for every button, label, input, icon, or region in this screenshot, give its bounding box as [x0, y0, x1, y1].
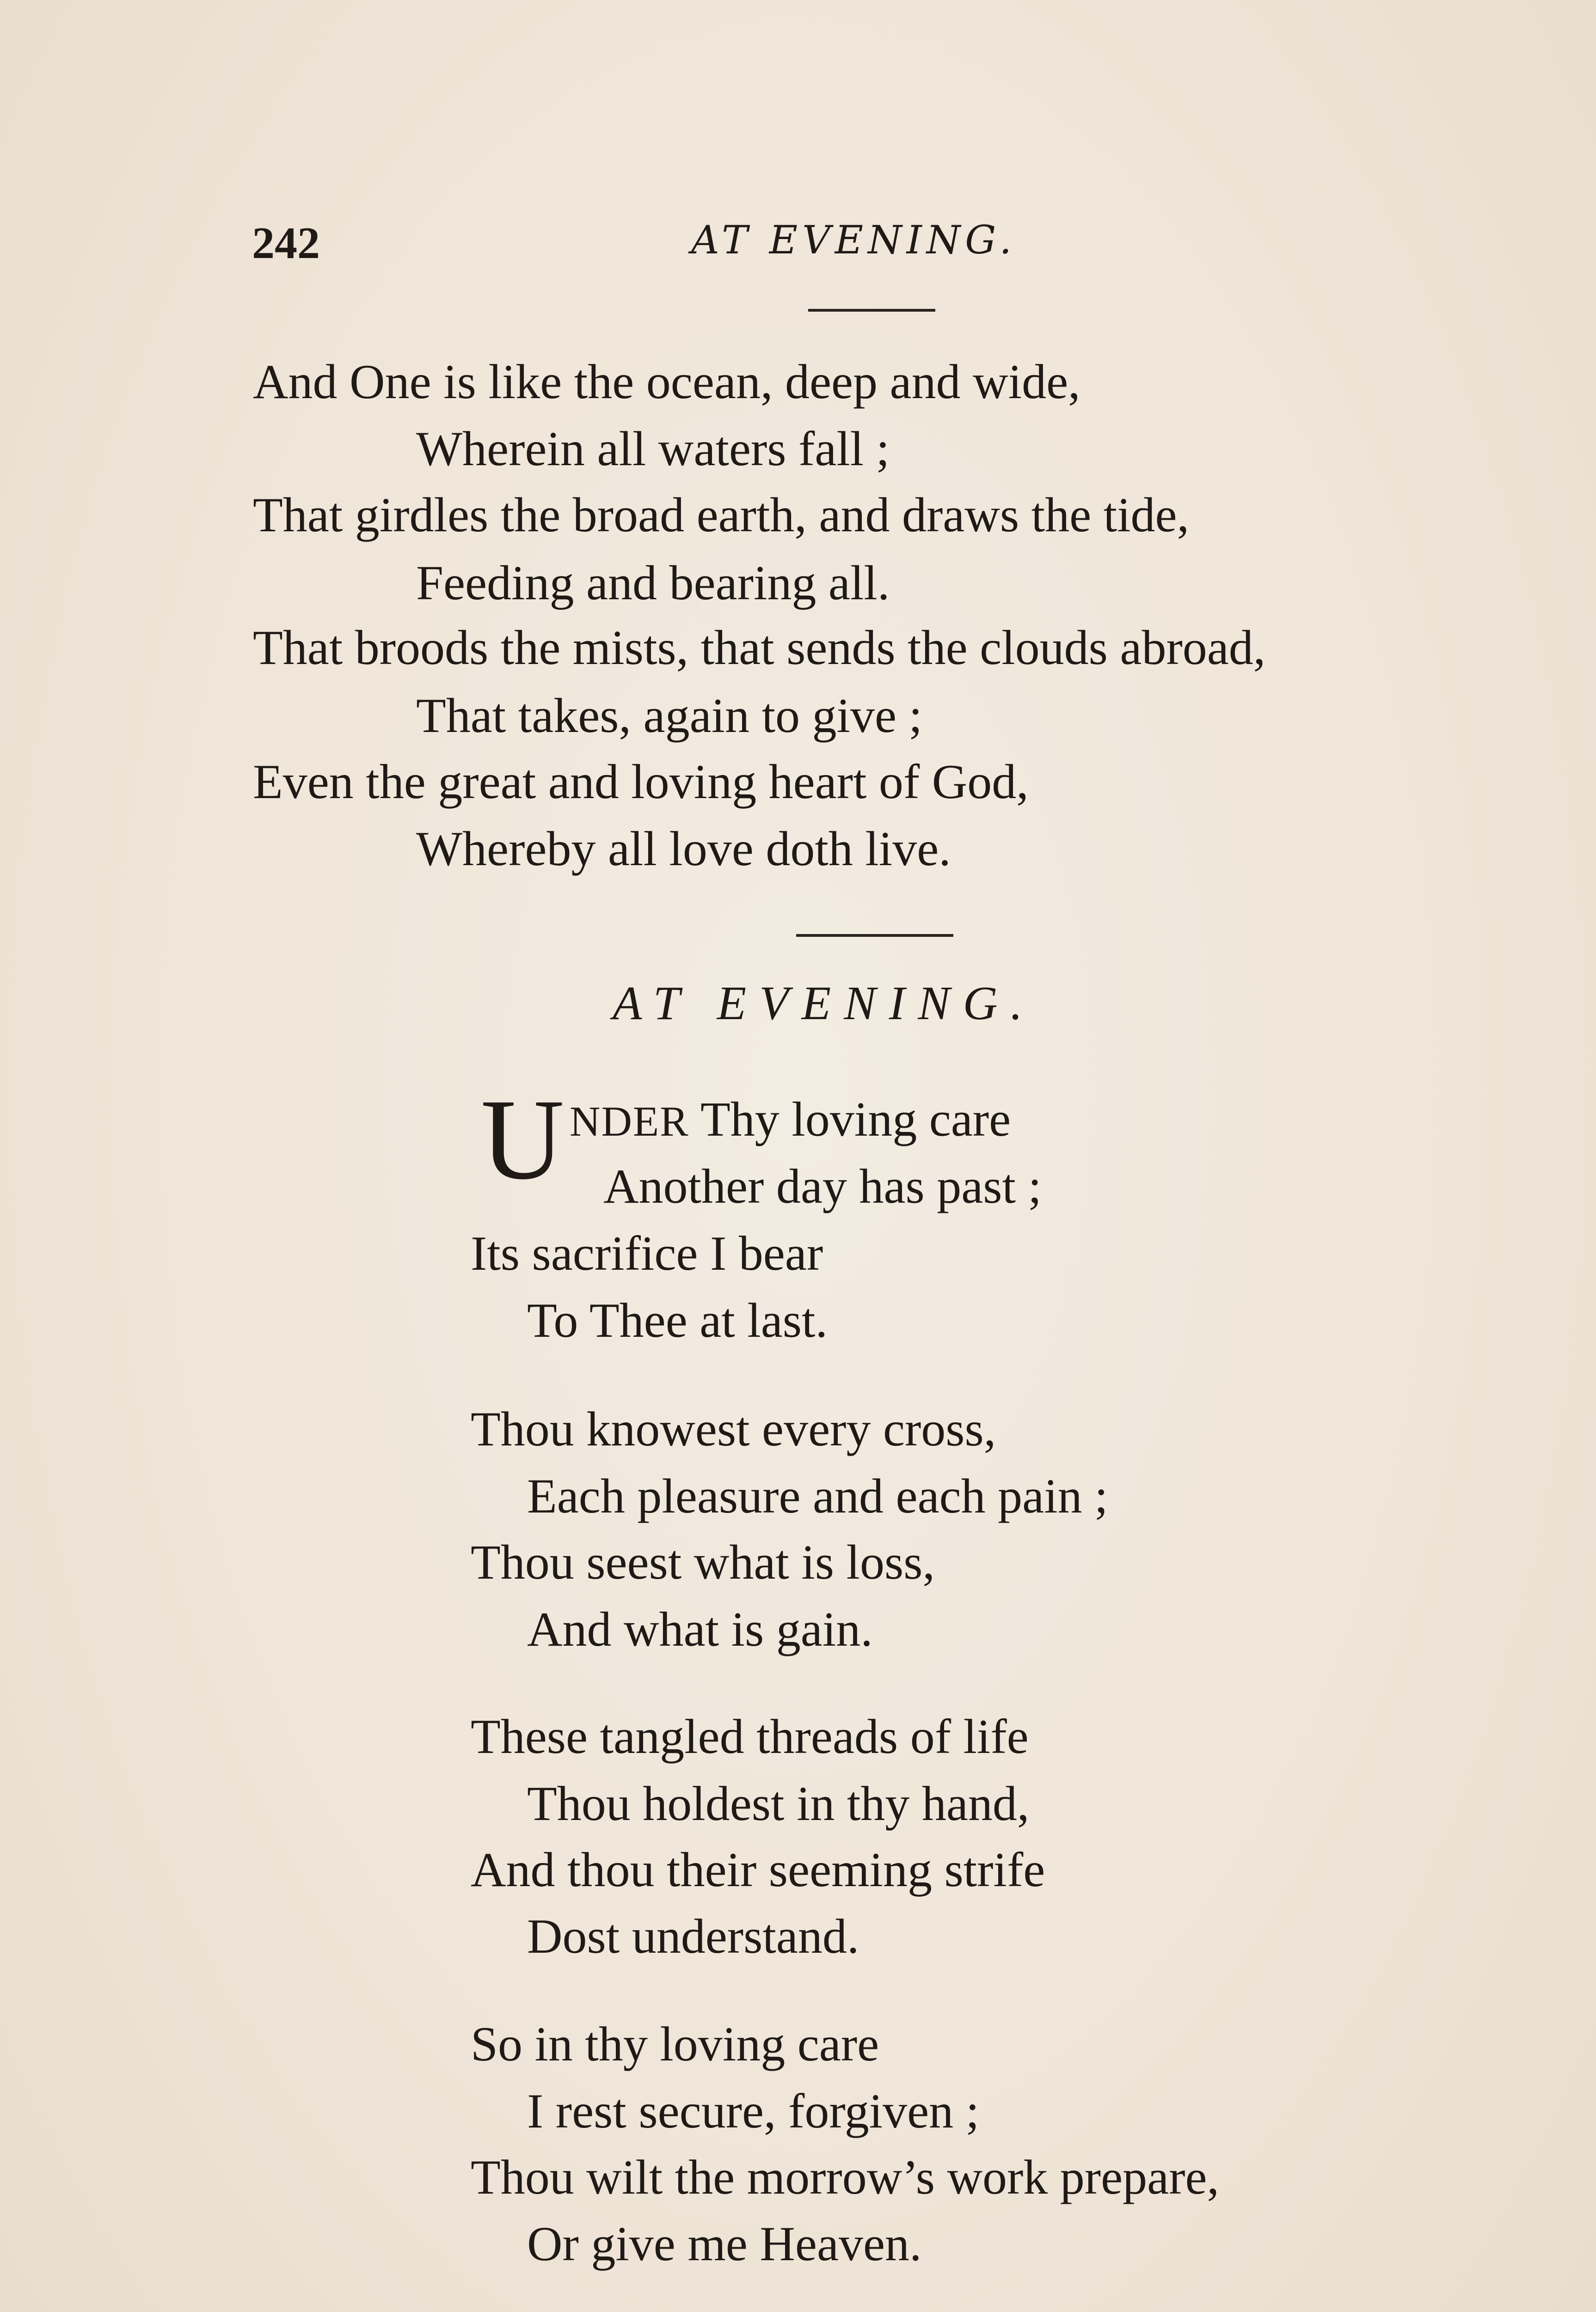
verse-line: These tangled threads of life: [471, 1709, 1029, 1764]
verse-line: Thou knowest every cross,: [471, 1402, 996, 1456]
verse-line: So in thy loving care: [471, 2017, 879, 2071]
first-word-smallcaps: NDER: [570, 1098, 689, 1145]
verse-line: That broods the mists, that sends the clouds abroad,: [253, 621, 1266, 675]
header-rule: [808, 309, 935, 312]
section-rule: [796, 934, 953, 937]
verse-line: [570, 1091, 1011, 1148]
verse-line: Its sacrifice I bear: [471, 1226, 823, 1280]
drop-cap: U: [481, 1076, 565, 1204]
verse-line: And what is gain.: [527, 1602, 873, 1656]
verse-line: Each pleasure and each pain ;: [527, 1469, 1108, 1523]
verse-line: Another day has past ;: [603, 1159, 1042, 1213]
verse-line: Feeding and bearing all.: [416, 556, 890, 610]
verse-line: Wherein all waters fall ;: [416, 422, 890, 476]
verse-line: Even the great and loving heart of God,: [253, 755, 1029, 809]
verse-line: Thou wilt the morrow’s work prepare,: [471, 2150, 1220, 2204]
page-header: [252, 217, 1338, 277]
verse-line: To Thee at last.: [527, 1293, 828, 1347]
running-head: AT EVENING.: [691, 217, 1017, 263]
verse-line: And thou their seeming strife: [471, 1843, 1045, 1897]
first-line-text: Thy loving care: [689, 1092, 1011, 1146]
verse-line: That takes, again to give ;: [416, 689, 922, 743]
poem-title: AT EVENING.: [613, 977, 1036, 1030]
verse-line: I rest secure, forgiven ;: [527, 2084, 980, 2138]
verse-line: That girdles the broad earth, and draws the tide,: [253, 488, 1190, 542]
verse-line: And One is like the ocean, deep and wide,: [253, 355, 1080, 409]
page-number: 242: [252, 218, 320, 268]
verse-line: Whereby all love doth live.: [416, 822, 951, 876]
verse-line: Or give me Heaven.: [527, 2217, 922, 2271]
verse-line: Thou seest what is loss,: [471, 1535, 935, 1589]
verse-line: Dost understand.: [527, 1909, 859, 1963]
verse-line: Thou holdest in thy hand,: [527, 1777, 1030, 1831]
